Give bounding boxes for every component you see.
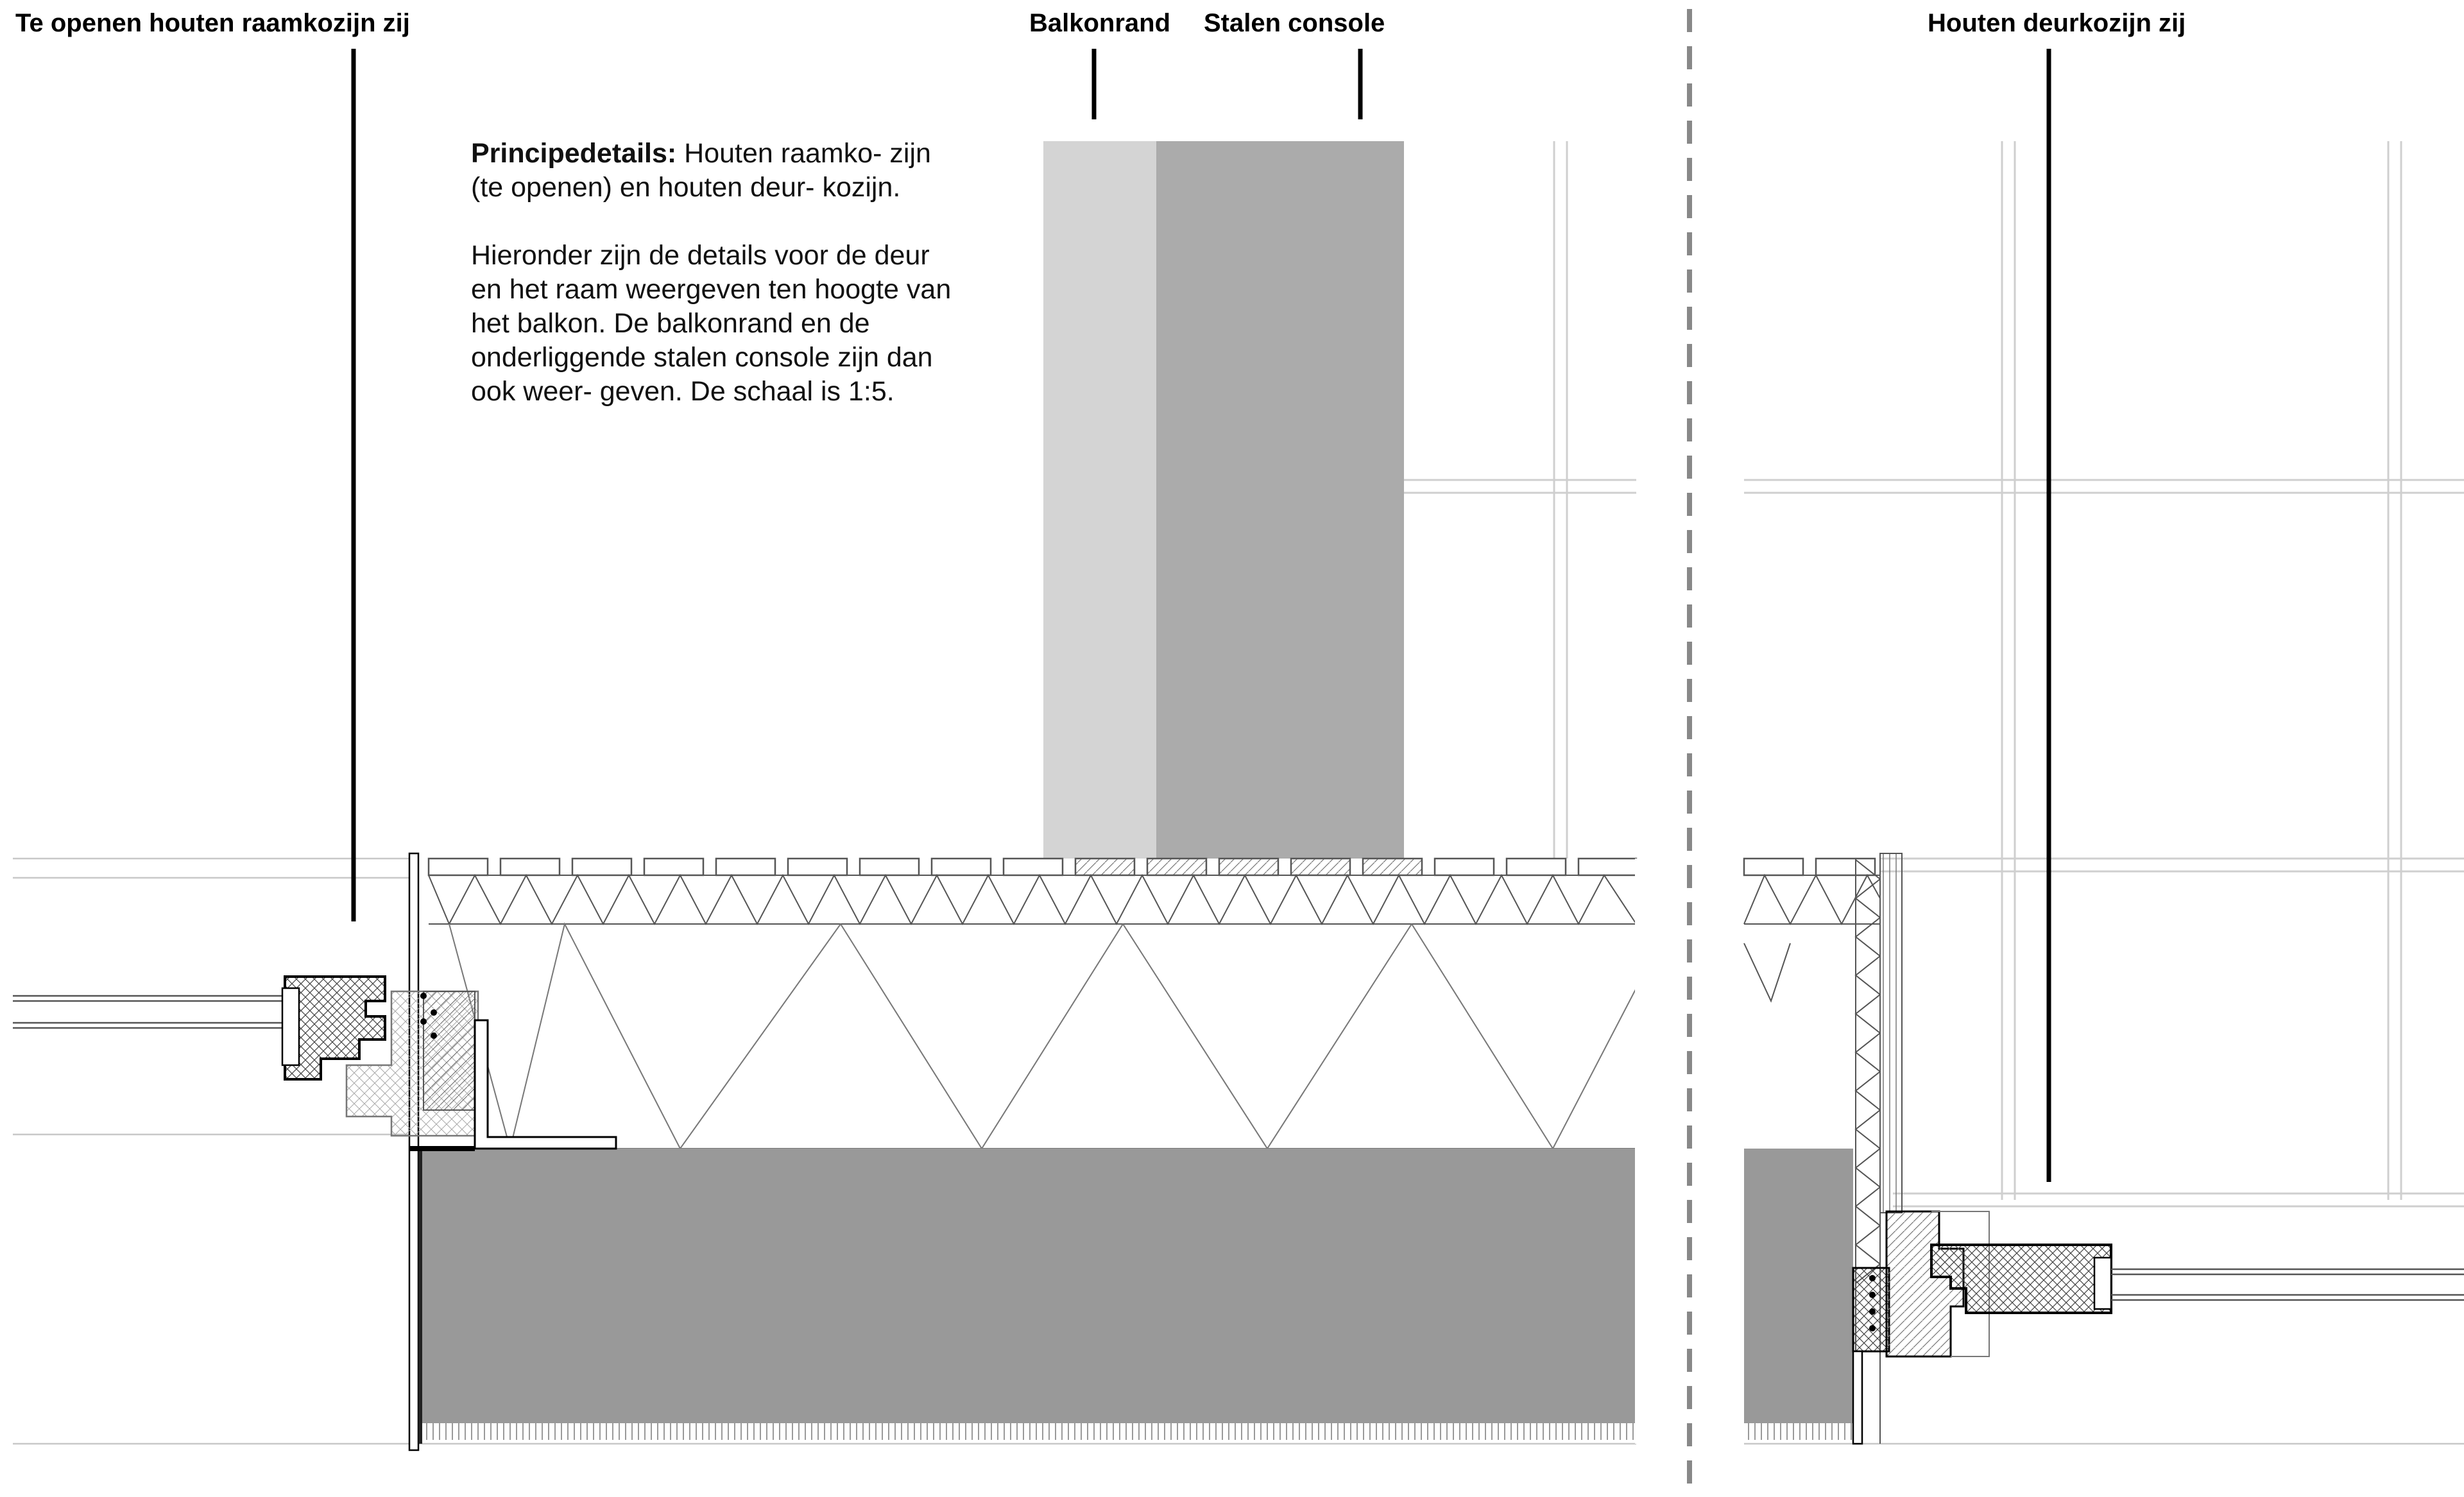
intro-lead: Houten raamko- zijn (te openen) en houten deur- kozijn. bbox=[471, 138, 931, 203]
balcony-edge-block bbox=[1043, 141, 1156, 859]
batten-zigzag-left bbox=[429, 875, 1636, 924]
window-sash-left bbox=[285, 977, 385, 1079]
label-steel-console: Stalen console bbox=[1204, 9, 1385, 37]
decking-left bbox=[429, 859, 1636, 875]
background-grid-left bbox=[1404, 141, 1636, 859]
label-balcony-edge: Balkonrand bbox=[1029, 9, 1171, 37]
frame-stop-left bbox=[424, 991, 475, 1110]
insulation-left bbox=[429, 924, 1636, 1149]
intro-paragraph-1 bbox=[471, 137, 959, 205]
flashing-plate-left bbox=[409, 853, 418, 1450]
glazing-left bbox=[13, 996, 282, 1028]
label-window-frame: Te openen houten raamkozijn zij bbox=[15, 9, 410, 37]
intro-heading: Principedetails: bbox=[471, 138, 677, 169]
label-door-frame: Houten deurkozijn zij bbox=[1928, 9, 2186, 37]
intro-text bbox=[471, 137, 959, 443]
batten-zigzag-right bbox=[1744, 875, 1880, 1001]
flashing-plate-right bbox=[1880, 853, 1902, 1213]
floor-slab-right bbox=[1744, 1149, 1853, 1423]
glazing-right bbox=[2111, 1269, 2464, 1300]
slab-tick-strip-left bbox=[421, 1423, 1636, 1440]
background-grid-right bbox=[1744, 141, 2464, 1206]
intro-paragraph-2: Hieronder zijn de details voor de deur en het raam weergeven ten hoogte van het balkon. De balkonrand en de onderliggende stalen console zijn dan ook weer- geven. De schaal is 1:5. bbox=[471, 240, 952, 407]
slab-tick-strip-right bbox=[1744, 1423, 1853, 1440]
floor-slab-left bbox=[421, 1149, 1636, 1423]
steel-console-block bbox=[1156, 141, 1404, 859]
steel-angle-left bbox=[475, 1020, 616, 1149]
